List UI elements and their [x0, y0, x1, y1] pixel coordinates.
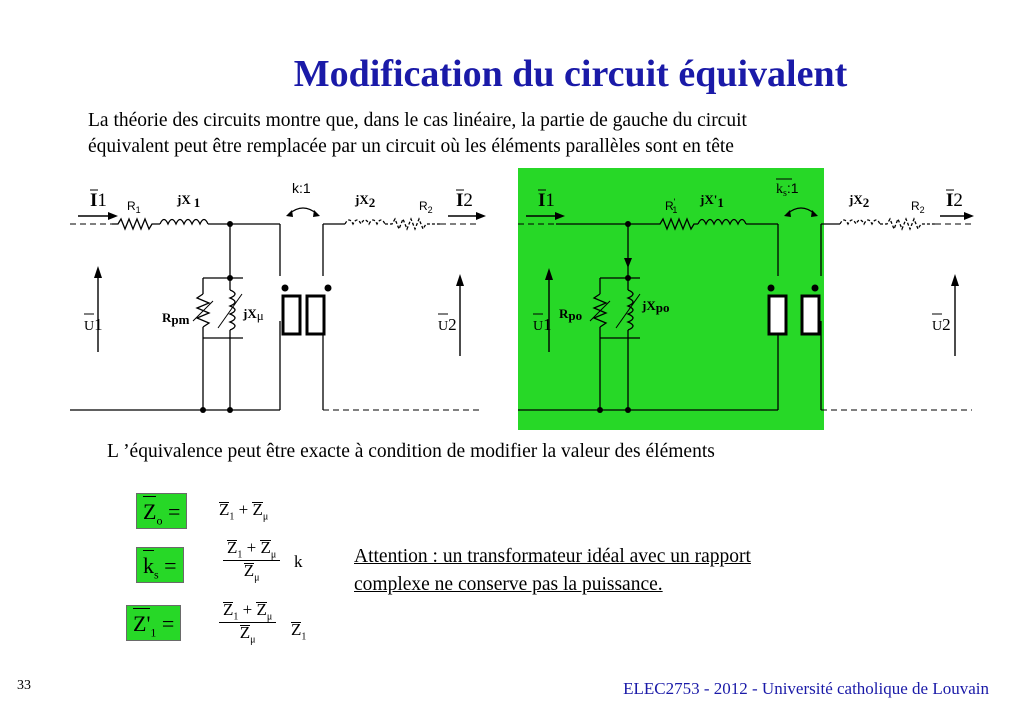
- svg-text:I1: I1: [538, 190, 555, 211]
- zo-index: o: [156, 513, 163, 528]
- ks-index: s: [154, 567, 159, 582]
- intro-paragraph: [88, 108, 988, 160]
- ks-denominator: [223, 561, 280, 583]
- ks-equals: =: [164, 553, 177, 578]
- svg-text:R1: $R_1$: [127, 199, 141, 215]
- svg-text:U1: U1: [84, 315, 103, 334]
- condition-text: L ’équivalence peut être exacte à condition de modifier la valeur des éléments: [107, 441, 715, 462]
- warning-note: [354, 543, 751, 599]
- ks-num-zmu-index: μ: [270, 549, 277, 561]
- svg-text:I2: I2: [946, 190, 963, 211]
- svg-text:jX2: jX2: [355, 192, 376, 210]
- z1p-num-z1-index: 1: [233, 611, 239, 623]
- formula-zo-rhs: [219, 500, 268, 522]
- svg-text:jX'1: jX'1: [700, 192, 724, 210]
- z1p-den-zmu: Z: [239, 623, 251, 643]
- warning-line-2: complexe ne conserve pas la puissance.: [354, 574, 663, 595]
- ks-plus: +: [246, 538, 257, 557]
- formula-zo-lhs: [136, 493, 187, 529]
- page-number: 33: [17, 678, 31, 693]
- ks-num-zmu: Z: [260, 538, 271, 557]
- ks-num-z1-index: 1: [237, 549, 243, 561]
- svg-text:jXpo: jXpo: [642, 298, 670, 315]
- z1p-index: 1: [150, 625, 157, 640]
- footer-text: ELEC2753 - 2012 - Université catholique de Louvain: [623, 679, 989, 698]
- svg-text:R2: $R_2$: [419, 199, 433, 215]
- intro-line-1: La théorie des circuits montre que, dans le cas linéaire, la partie de gauche du circuit: [88, 110, 747, 131]
- left-labels: [84, 180, 473, 334]
- formula-ks-k: k: [294, 552, 303, 571]
- svg-text:jX2: jX2: [849, 192, 870, 210]
- zo-term-zmu: Z: [252, 500, 263, 519]
- ks-den-zmu: Z: [243, 561, 255, 581]
- svg-text:ks:1: $k_s:1$: [776, 180, 799, 199]
- svg-text:Rpm: Rpm: [162, 310, 190, 327]
- formula-ks-fraction: [223, 538, 280, 584]
- svg-text:R'1: R' 1: [665, 197, 678, 215]
- svg-text:I2: I2: [456, 190, 473, 211]
- z1p-num-z1: Z: [223, 600, 234, 619]
- z1p-symbol: Z': [133, 606, 150, 642]
- zo-term-z1: Z: [219, 500, 230, 519]
- svg-text:Rpo: Rpo: [559, 306, 583, 323]
- z1p-den-zmu-index: μ: [250, 634, 256, 646]
- left-circuit: [70, 208, 486, 410]
- formula-z1p-fraction: [219, 600, 276, 646]
- zo-equals: =: [167, 499, 181, 524]
- z1p-factor-z: Z: [291, 620, 302, 639]
- svg-text:jXμ: jXμ: [243, 306, 264, 323]
- ks-numerator: [223, 538, 280, 561]
- z1p-numerator: [219, 600, 276, 623]
- svg-text:I1: I1: [90, 190, 107, 211]
- warning-line-1: Attention : un transformateur idéal avec un rapport: [354, 546, 751, 567]
- z1p-num-zmu-index: μ: [266, 611, 273, 623]
- zo-term-zmu-index: μ: [262, 511, 269, 523]
- svg-text:U2: U2: [932, 315, 951, 334]
- svg-text:R2: $R_2$: [911, 199, 925, 215]
- ks-num-z1: Z: [227, 538, 238, 557]
- z1p-plus: +: [242, 600, 253, 619]
- z1p-equals: =: [161, 611, 175, 636]
- zo-symbol: Z: [143, 494, 156, 530]
- z1p-num-zmu: Z: [256, 600, 267, 619]
- ks-den-zmu-index: μ: [254, 572, 260, 584]
- formula-z1p-lhs: [126, 605, 181, 641]
- svg-text:k:1: k:1: [292, 180, 311, 196]
- z1p-factor-z-index: 1: [301, 631, 307, 643]
- zo-plus: +: [238, 500, 249, 519]
- z1p-denominator: [219, 623, 276, 645]
- left-transformer: [200, 221, 332, 413]
- zo-term-z1-index: 1: [229, 511, 235, 523]
- svg-text:jX1: jX 1: [177, 192, 201, 210]
- intro-line-2: équivalent peut être remplacée par un circuit où les éléments parallèles sont en tête: [88, 136, 734, 157]
- slide-title: Modification du circuit équivalent: [293, 53, 848, 95]
- formula-z1p-z1: [291, 620, 306, 642]
- circuit-diagram: [0, 166, 1023, 436]
- svg-text:U1: U1: [533, 315, 552, 334]
- ks-symbol: k: [143, 548, 154, 584]
- svg-text:U2: U2: [438, 315, 457, 334]
- formula-ks-lhs: [136, 547, 184, 583]
